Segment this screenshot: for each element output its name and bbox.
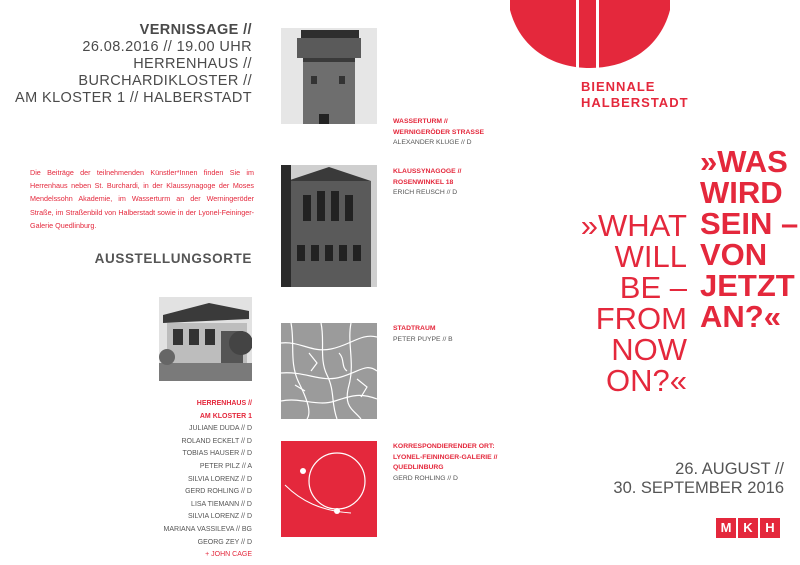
venue-caption-feininger (393, 442, 523, 484)
vernissage-heading: VERNISSAGE // (139, 22, 252, 38)
mkh-letter: H (760, 518, 780, 538)
biennale-line: HALBERSTADT (581, 95, 689, 110)
biennale-line: BIENNALE (581, 79, 656, 94)
biennale-title (581, 79, 689, 111)
artist-item: GERD ROHLING // D (185, 488, 252, 496)
title-de-line: JETZT (700, 268, 795, 303)
venue-title: QUEDLINBURG (393, 464, 444, 471)
date-end: 30. SEPTEMBER 2016 (613, 479, 784, 497)
venue-artist: GERD ROHLING // D (393, 474, 458, 482)
title-de-line: WIRD (700, 175, 783, 210)
venue-title: KORRESPONDIERENDER ORT: (393, 443, 495, 450)
stadtraum-map (281, 323, 377, 419)
venue-title: WASSERTURM // (393, 118, 448, 125)
artist-item: LISA TIEMANN // D (191, 500, 252, 508)
mkh-letter: K (738, 518, 758, 538)
klaussynagoge-photo (281, 165, 377, 287)
artist-item: ROLAND ECKELT // D (181, 437, 252, 445)
venue-caption-klaussynagoge (393, 167, 523, 199)
title-en-line: »WHAT (580, 208, 687, 243)
exhibition-dates (560, 460, 784, 498)
venue-artist: ALEXANDER KLUGE // D (393, 139, 472, 146)
venue-title: LYONEL-FEININGER-GALERIE // (393, 453, 498, 461)
venue-artist: PETER PUYPE // B (393, 335, 453, 343)
vernissage-address: AM KLOSTER 1 // HALBERSTADT (15, 90, 252, 106)
venue-title: STADTRAUM (393, 325, 436, 332)
venue-caption-stadtraum (393, 324, 523, 345)
artist-item: MARIANA VASSILEVA // BG (163, 525, 252, 533)
title-en-line: FROM (595, 301, 687, 336)
artist-item: JULIANE DUDA // D (188, 425, 252, 433)
wasserturm-photo (281, 28, 377, 124)
title-en-line: BE – (619, 270, 687, 305)
artist-item: SILVIA LORENZ // D (187, 475, 252, 483)
title-english (560, 210, 687, 396)
herrenhaus-address: AM KLOSTER 1 (199, 412, 252, 420)
title-de-line: VON (700, 237, 768, 272)
artist-item: PETER PILZ // A (199, 462, 252, 470)
title-de-line: AN?« (700, 299, 781, 334)
vernissage-date: 26.08.2016 // 19.00 UHR (82, 39, 252, 55)
vernissage-venue: HERRENHAUS // (133, 56, 252, 72)
herrenhaus-artist-list (0, 398, 252, 562)
title-en-line: WILL (614, 239, 687, 274)
ausstellungsorte-heading: AUSSTELLUNGSORTE (94, 251, 252, 266)
feininger-artwork (281, 441, 377, 537)
venue-caption-wasserturm (393, 117, 523, 149)
venue-title: ROSENWINKEL 18 (393, 178, 454, 186)
artist-item: TOBIAS HAUSER // D (182, 450, 252, 458)
mkh-logo (716, 518, 780, 538)
venue-title: KLAUSSYNAGOGE // (393, 168, 462, 175)
artist-extra: + JOHN CAGE (205, 551, 252, 559)
title-en-line: ON?« (606, 363, 687, 398)
artist-item: GEORG ZEY // D (197, 538, 252, 546)
title-german (700, 146, 798, 332)
intro-text: Die Beiträge der teilnehmenden Künstler*Innen finden Sie im Herrenhaus neben St. Burchardi, in der Klaussynagoge der Moses Mendelssohn Akademie, im Wasserturm an der Werningeröder Straße, im Straßenbild von Halberstadt sowie in der Lyonel-Feininger-Galerie Quedlinburg. (30, 168, 254, 230)
mkh-letter: M (716, 518, 736, 538)
date-start: 26. AUGUST // (675, 460, 784, 478)
title-en-line: NOW (611, 332, 687, 367)
vernissage-venue-2: BURCHARDIKLOSTER // (78, 73, 252, 89)
venue-title: WERNIGERÖDER STRASSE (393, 128, 485, 136)
artist-item: SILVIA LORENZ // D (187, 513, 252, 521)
venue-artist: ERICH REUSCH // D (393, 189, 458, 196)
herrenhaus-photo (159, 297, 252, 381)
vernissage-block (0, 22, 252, 107)
herrenhaus-title: HERRENHAUS // (196, 400, 252, 407)
title-de-line: »WAS (700, 144, 788, 179)
title-de-line: SEIN – (700, 206, 799, 241)
biennale-logo-graphic (510, 0, 670, 68)
